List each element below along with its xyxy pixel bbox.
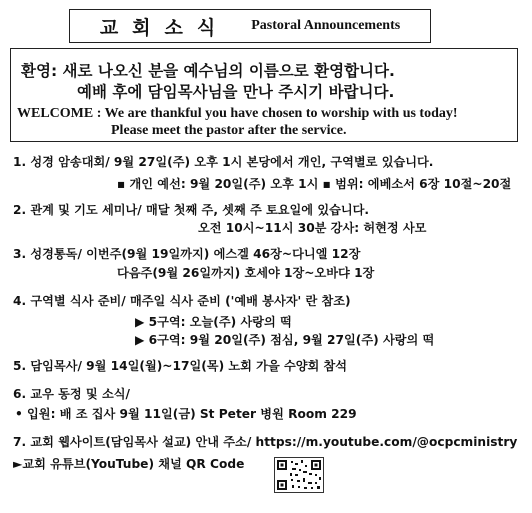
announcement-2-line2: 오전 10시~11시 30분 강사: 허현정 사모 (198, 221, 427, 235)
announcement-7-line1: 7. 교회 웹사이트(담임목사 설교) 안내 주소/ https://m.youtube.com/@ocpcministry (13, 435, 518, 449)
announcement-3-line1: 3. 성경통독/ 이번주(9월 19일까지) 에스겔 46장~다니엘 12장 (13, 247, 361, 261)
title-box (69, 9, 431, 43)
announcement-4-line3: ▶ 6구역: 9월 20일(주) 점심, 9월 27일(주) 사랑의 떡 (135, 333, 435, 347)
title-korean: 교회소식 (99, 16, 230, 39)
announcement-1-line1: 1. 성경 암송대회/ 9월 27일(주) 오후 1시 본당에서 개인, 구역별로 있습니다. (13, 155, 434, 169)
welcome-korean-line1: 환영: 새로 나오신 분을 예수님의 이름으로 환영합니다. (21, 62, 395, 80)
announcement-3-line2: 다음주(9월 26일까지) 호세야 1장~오바댜 1장 (117, 266, 375, 280)
qr-code-icon (274, 457, 324, 493)
welcome-english-line2: Please meet the pastor after the service. (111, 123, 347, 138)
welcome-korean-line2: 예배 후에 담임목사님을 만나 주시기 바랍니다. (77, 83, 395, 101)
welcome-english-line1: WELCOME : We are thankful you have chosen to worship with us today! (17, 106, 458, 121)
announcement-4-line2: ▶ 5구역: 오늘(주) 사랑의 떡 (135, 315, 292, 329)
announcement-4-line1: 4. 구역별 식사 준비/ 매주일 식사 준비 ('예배 봉사자' 란 참조) (13, 294, 351, 308)
announcement-2-line1: 2. 관계 및 기도 세미나/ 매달 첫째 주, 셋째 주 토요일에 있습니다. (13, 203, 370, 217)
qr-code-icon-graphic (275, 458, 323, 492)
announcement-1-line2: ▪ 개인 예선: 9월 20일(주) 오후 1시 ▪ 범위: 에베소서 6장 10절~20절 (117, 177, 512, 191)
announcement-7-line2: ►교회 유튜브(YouTube) 채널 QR Code (13, 457, 245, 471)
welcome-box (10, 48, 518, 142)
announcement-5-line1: 5. 담임목사/ 9월 14일(월)~17일(목) 노회 가을 수양회 참석 (13, 359, 348, 373)
title-english: Pastoral Announcements (251, 18, 401, 33)
announcement-6-line2: • 입원: 배 조 집사 9월 11일(금) St Peter 병원 Room 229 (15, 407, 357, 421)
announcement-6-line1: 6. 교우 동정 및 소식/ (13, 387, 130, 401)
